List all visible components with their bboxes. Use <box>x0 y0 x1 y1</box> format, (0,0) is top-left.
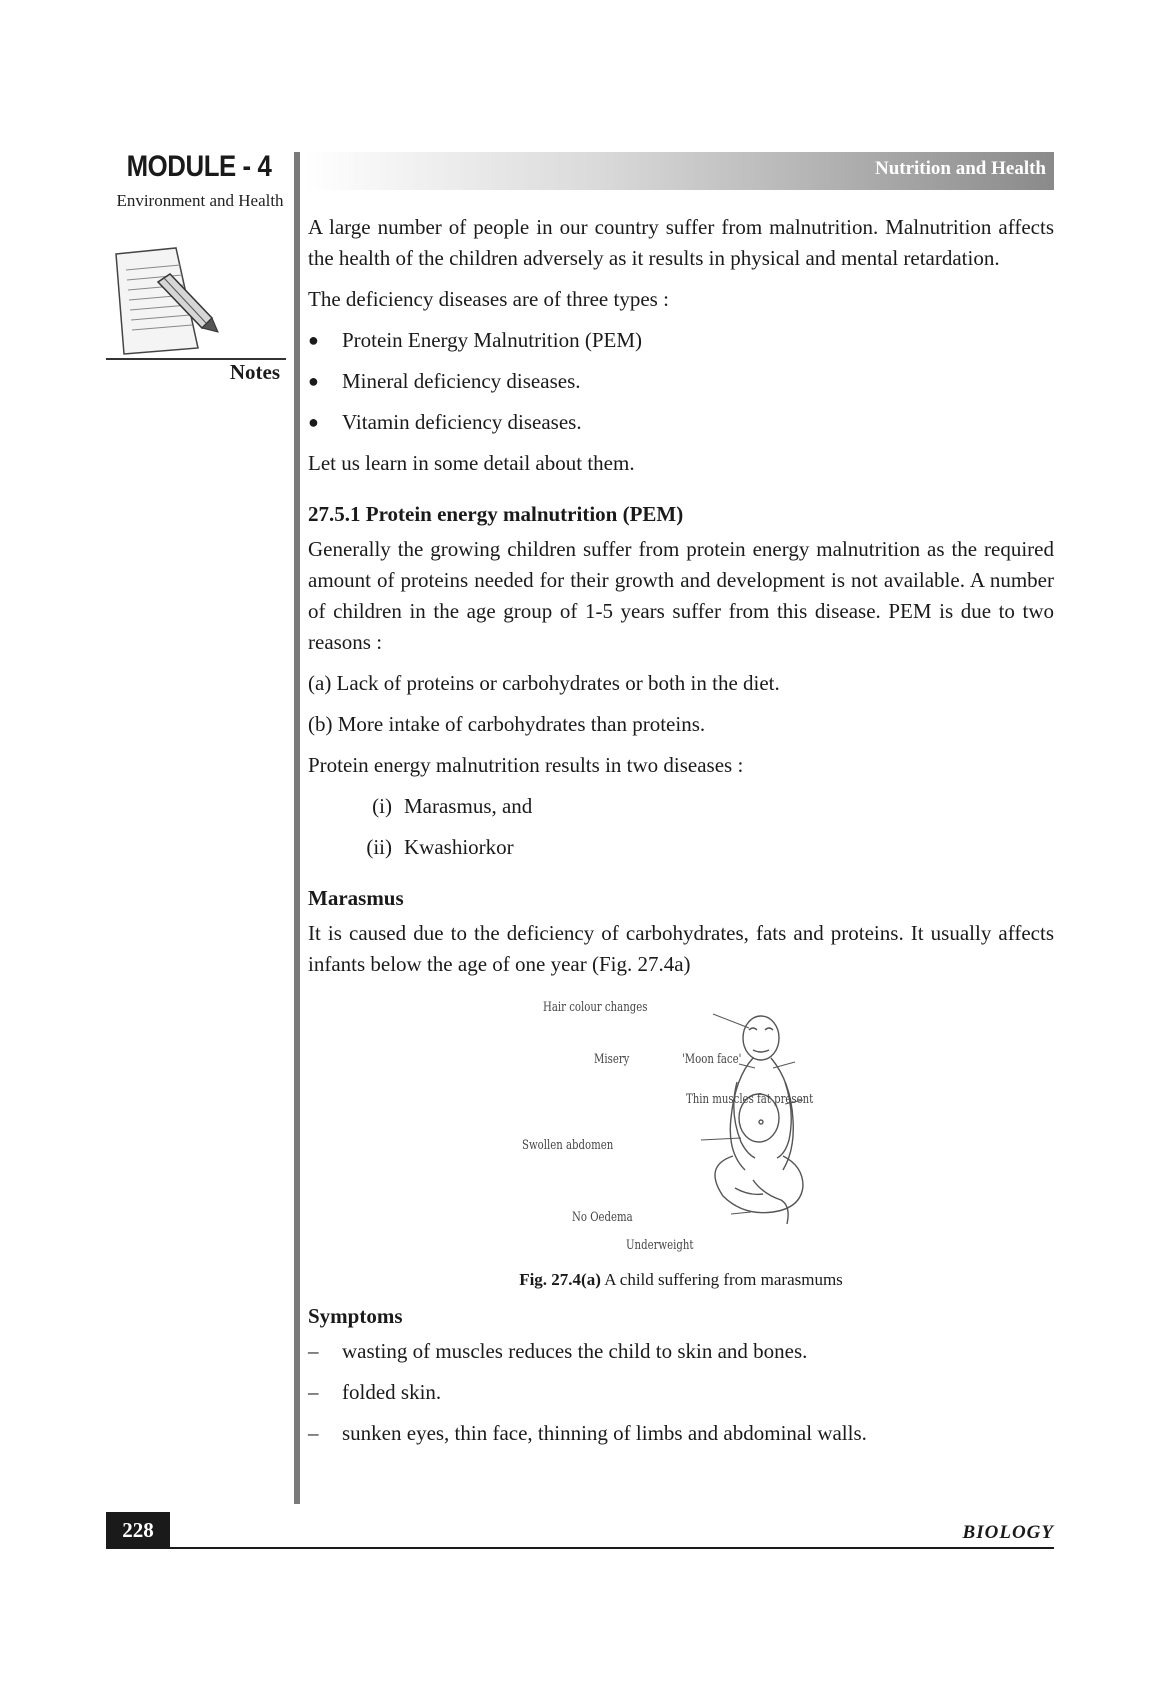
page-number: 228 <box>106 1512 170 1548</box>
list-item-text: Mineral deficiency diseases. <box>342 369 581 393</box>
figure-label: Misery <box>594 1052 630 1067</box>
list-item <box>308 325 1054 356</box>
figure-label: Thin muscles fat present <box>686 1092 814 1107</box>
figure-label: Underweight <box>626 1238 694 1253</box>
list-item-text: wasting of muscles reduces the child to skin and bones. <box>342 1339 808 1363</box>
figure-label: Hair colour changes <box>543 1000 648 1015</box>
notes-label: Notes <box>229 360 280 384</box>
subject-label: BIOLOGY <box>962 1522 1054 1543</box>
results-lead: Protein energy malnutrition results in two diseases : <box>308 753 744 777</box>
figure-label: Swollen abdomen <box>522 1138 614 1153</box>
pem-paragraph: Generally the growing children suffer from protein energy malnutrition as the required amount of proteins needed for their growth and development is not available. A number of children in the age group of 1-5 years suffer from this disease. PEM is due to two reasons : <box>308 537 1054 654</box>
section-heading: 27.5.1 Protein energy malnutrition (PEM) <box>308 502 684 526</box>
list-item <box>308 1377 1054 1408</box>
marasmus-paragraph: It is caused due to the deficiency of carbohydrates, fats and proteins. It usually affects infants below the age of one year (Fig. 27.4a) <box>308 921 1054 976</box>
main-content <box>308 212 1054 1459</box>
list-item <box>308 791 1054 822</box>
list-item <box>308 407 1054 438</box>
list-item <box>308 832 1054 863</box>
intro-paragraph: A large number of people in our country suffer from malnutrition. Malnutrition affects the health of the children adversely as it results in physical and mental retardation. <box>308 215 1054 270</box>
module-subtitle: Environment and Health <box>116 191 284 210</box>
list-item-text: Marasmus, and <box>404 794 533 818</box>
notepad-pencil-icon <box>106 244 226 360</box>
reason-b: (b) More intake of carbohydrates than proteins. <box>308 712 706 736</box>
figure-label: No Oedema <box>572 1210 633 1225</box>
bullet-icon: ● <box>308 371 319 391</box>
chapter-header <box>304 152 1054 190</box>
list-item <box>308 1418 1054 1449</box>
module-title: MODULE - 4 <box>126 150 272 183</box>
content-rule <box>294 152 300 1504</box>
marasmus-figure <box>308 990 1054 1260</box>
figure-caption-ref: Fig. 27.4(a) <box>519 1270 601 1289</box>
marasmus-heading: Marasmus <box>308 886 404 910</box>
dash-marker: – <box>308 1380 319 1404</box>
reason-a: (a) Lack of proteins or carbohydrates or both in the diet. <box>308 671 780 695</box>
dash-marker: – <box>308 1421 319 1445</box>
list-marker: (ii) <box>366 835 392 859</box>
chapter-title: Nutrition and Health <box>874 158 1046 179</box>
list-item-text: Vitamin deficiency diseases. <box>342 410 582 434</box>
bullet-icon: ● <box>308 330 319 350</box>
list-item-text: Protein Energy Malnutrition (PEM) <box>342 328 642 352</box>
symptoms-heading: Symptoms <box>308 1304 403 1328</box>
bullet-icon: ● <box>308 412 319 432</box>
child-illustration <box>503 990 923 1252</box>
dash-marker: – <box>308 1339 319 1363</box>
figure-caption <box>308 1264 1054 1295</box>
types-lead: The deficiency diseases are of three types : <box>308 287 669 311</box>
list-item-text: sunken eyes, thin face, thinning of limbs and abdominal walls. <box>342 1421 867 1445</box>
figure-caption-text: A child suffering from marasmums <box>604 1270 843 1289</box>
footer-rule <box>106 1547 1054 1549</box>
list-item <box>308 366 1054 397</box>
list-item <box>308 1336 1054 1367</box>
list-item-text: Kwashiorkor <box>404 835 514 859</box>
figure-label: 'Moon face' <box>682 1052 742 1067</box>
list-marker: (i) <box>372 794 392 818</box>
list-item-text: folded skin. <box>342 1380 442 1404</box>
learn-more-text: Let us learn in some detail about them. <box>308 451 635 475</box>
